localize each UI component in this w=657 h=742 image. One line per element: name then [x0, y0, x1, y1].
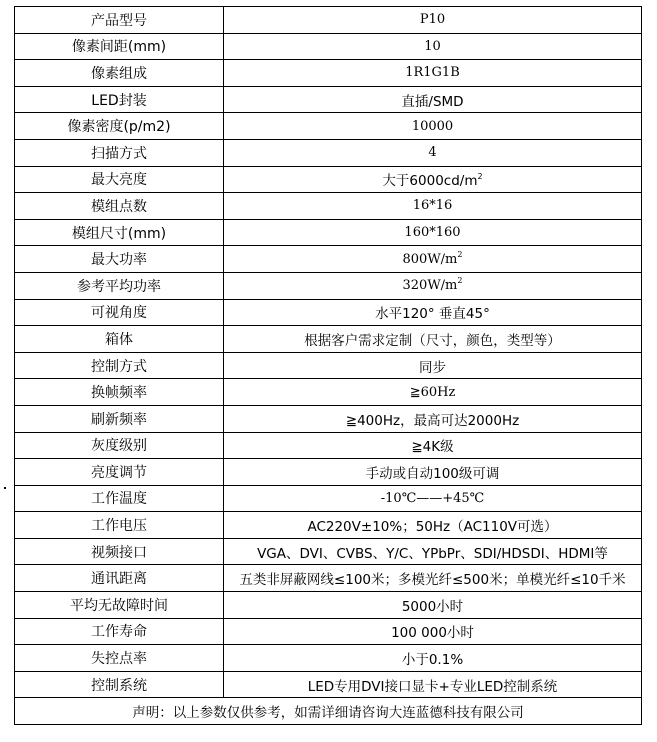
spec-label: 刷新频率: [15, 405, 224, 432]
spec-row: [15, 485, 642, 512]
spec-row: [15, 459, 642, 486]
spec-value: [224, 459, 642, 486]
spec-row: [15, 219, 642, 246]
spec-value: [224, 326, 642, 353]
spec-row: [15, 86, 642, 113]
spec-label: 工作电压: [15, 512, 224, 539]
spec-value-text: 160*160: [404, 225, 461, 241]
spec-value-text: 10: [424, 38, 441, 54]
spec-row: [15, 246, 642, 273]
spec-label: 模组尺寸(mm): [15, 219, 224, 246]
spec-value-text: 10000: [411, 118, 454, 134]
spec-label: 工作寿命: [15, 618, 224, 645]
spec-table: [14, 6, 642, 725]
spec-value-text: ≧60Hz: [409, 384, 456, 400]
spec-value: [224, 405, 642, 432]
spec-value-text: 5000小时: [401, 598, 464, 615]
spec-value-text: 16*16: [412, 198, 453, 214]
spec-row: [15, 432, 642, 459]
spec-label: 模组点数: [15, 193, 224, 220]
spec-value: [224, 33, 642, 60]
spec-label: 视频接口: [15, 538, 224, 565]
spec-value: [224, 219, 642, 246]
spec-value: [224, 645, 642, 672]
spec-value-text: 五类非屏蔽网线≤100米；多模光纤≤500米；单模光纤≤10千米: [239, 572, 626, 589]
spec-value: [224, 139, 642, 166]
spec-value-text: 水平120° 垂直45°: [375, 306, 490, 323]
spec-label: 亮度调节: [15, 459, 224, 486]
spec-row: [15, 512, 642, 539]
spec-value-text: 100 000小时: [391, 625, 474, 642]
spec-row: [15, 645, 642, 672]
spec-value-text: 320W/m: [402, 278, 458, 294]
spec-row: [15, 671, 642, 698]
spec-value-text: ≧400Hz，最高可达2000Hz: [345, 412, 520, 429]
spec-row: [15, 33, 642, 60]
spec-value: [224, 246, 642, 273]
spec-value: [224, 538, 642, 565]
spec-row: [15, 592, 642, 619]
spec-value: [224, 592, 642, 619]
spec-label: 参考平均功率: [15, 272, 224, 299]
spec-label: LED封装: [15, 86, 224, 113]
spec-value-text: 大于6000cd/m: [382, 173, 478, 190]
spec-value-text: 1R1G1B: [405, 65, 460, 81]
spec-value-text: 小于0.1%: [401, 652, 464, 669]
spec-value: [224, 113, 642, 140]
spec-row: [15, 565, 642, 592]
spec-value-superscript: 2: [477, 172, 483, 182]
spec-row: [15, 272, 642, 299]
spec-row: [15, 405, 642, 432]
disclaimer-note: 声明：以上参数仅供参考，如需详细请咨询大连蓝德科技有限公司: [15, 698, 642, 725]
spec-label: 可视角度: [15, 299, 224, 326]
spec-value: [224, 379, 642, 406]
spec-row: [15, 326, 642, 353]
spec-value: [224, 86, 642, 113]
spec-value: [224, 485, 642, 512]
spec-value: [224, 565, 642, 592]
spec-value-text: 4: [428, 145, 437, 161]
spec-label: 像素密度(p/m2): [15, 113, 224, 140]
spec-label: 通讯距离: [15, 565, 224, 592]
spec-label: 像素间距(mm): [15, 33, 224, 60]
spec-value-superscript: 2: [457, 276, 463, 286]
spec-value-text: VGA、DVI、CVBS、Y/C、YPbPr、SDI/HDSDI、HDMI等: [257, 545, 608, 562]
spec-value: [224, 671, 642, 698]
spec-value: [224, 7, 642, 34]
spec-value-text: 手动或自动100级可调: [365, 465, 500, 482]
spec-value-text: 同步: [419, 359, 446, 376]
spec-row: [15, 538, 642, 565]
spec-value-text: AC220V±10%；50Hz（AC110V可选）: [307, 519, 558, 536]
spec-row: [15, 139, 642, 166]
spec-row: [15, 299, 642, 326]
spec-value: [224, 60, 642, 87]
spec-label: 换帧频率: [15, 379, 224, 406]
spec-label: 灰度级别: [15, 432, 224, 459]
spec-value: [224, 193, 642, 220]
spec-table-body: [15, 7, 642, 698]
spec-value-text: -10℃——+45℃: [380, 490, 485, 506]
spec-label: 平均无故障时间: [15, 592, 224, 619]
spec-value: [224, 352, 642, 379]
spec-label: 最大功率: [15, 246, 224, 273]
spec-label: 工作温度: [15, 485, 224, 512]
spec-row: [15, 166, 642, 193]
spec-value: [224, 512, 642, 539]
spec-row: [15, 379, 642, 406]
spec-value-text: ≧4K级: [411, 439, 454, 456]
spec-value: [224, 618, 642, 645]
spec-value-text: 根据客户需求定制（尺寸，颜色，类型等）: [304, 332, 561, 349]
spec-value-text: LED专用DVI接口显卡+专业LED控制系统: [307, 678, 558, 695]
footer-row: [15, 698, 642, 725]
spec-value: [224, 166, 642, 193]
spec-label: 控制系统: [15, 671, 224, 698]
spec-label: 产品型号: [15, 7, 224, 34]
spec-value-text: 800W/m: [402, 251, 458, 267]
spec-label: 失控点率: [15, 645, 224, 672]
spec-label: 最大亮度: [15, 166, 224, 193]
spec-value-superscript: 2: [457, 249, 463, 259]
spec-row: [15, 193, 642, 220]
spec-label: 控制方式: [15, 352, 224, 379]
spec-row: [15, 7, 642, 34]
spec-row: [15, 113, 642, 140]
spec-label: 扫描方式: [15, 139, 224, 166]
edge-mark: [4, 487, 6, 489]
spec-value: [224, 299, 642, 326]
spec-label: 像素组成: [15, 60, 224, 87]
spec-value: [224, 272, 642, 299]
spec-row: [15, 618, 642, 645]
spec-row: [15, 352, 642, 379]
spec-row: [15, 60, 642, 87]
spec-value: [224, 432, 642, 459]
spec-label: 箱体: [15, 326, 224, 353]
spec-value-text: 直插/SMD: [401, 93, 464, 110]
spec-value-text: P10: [419, 12, 446, 28]
